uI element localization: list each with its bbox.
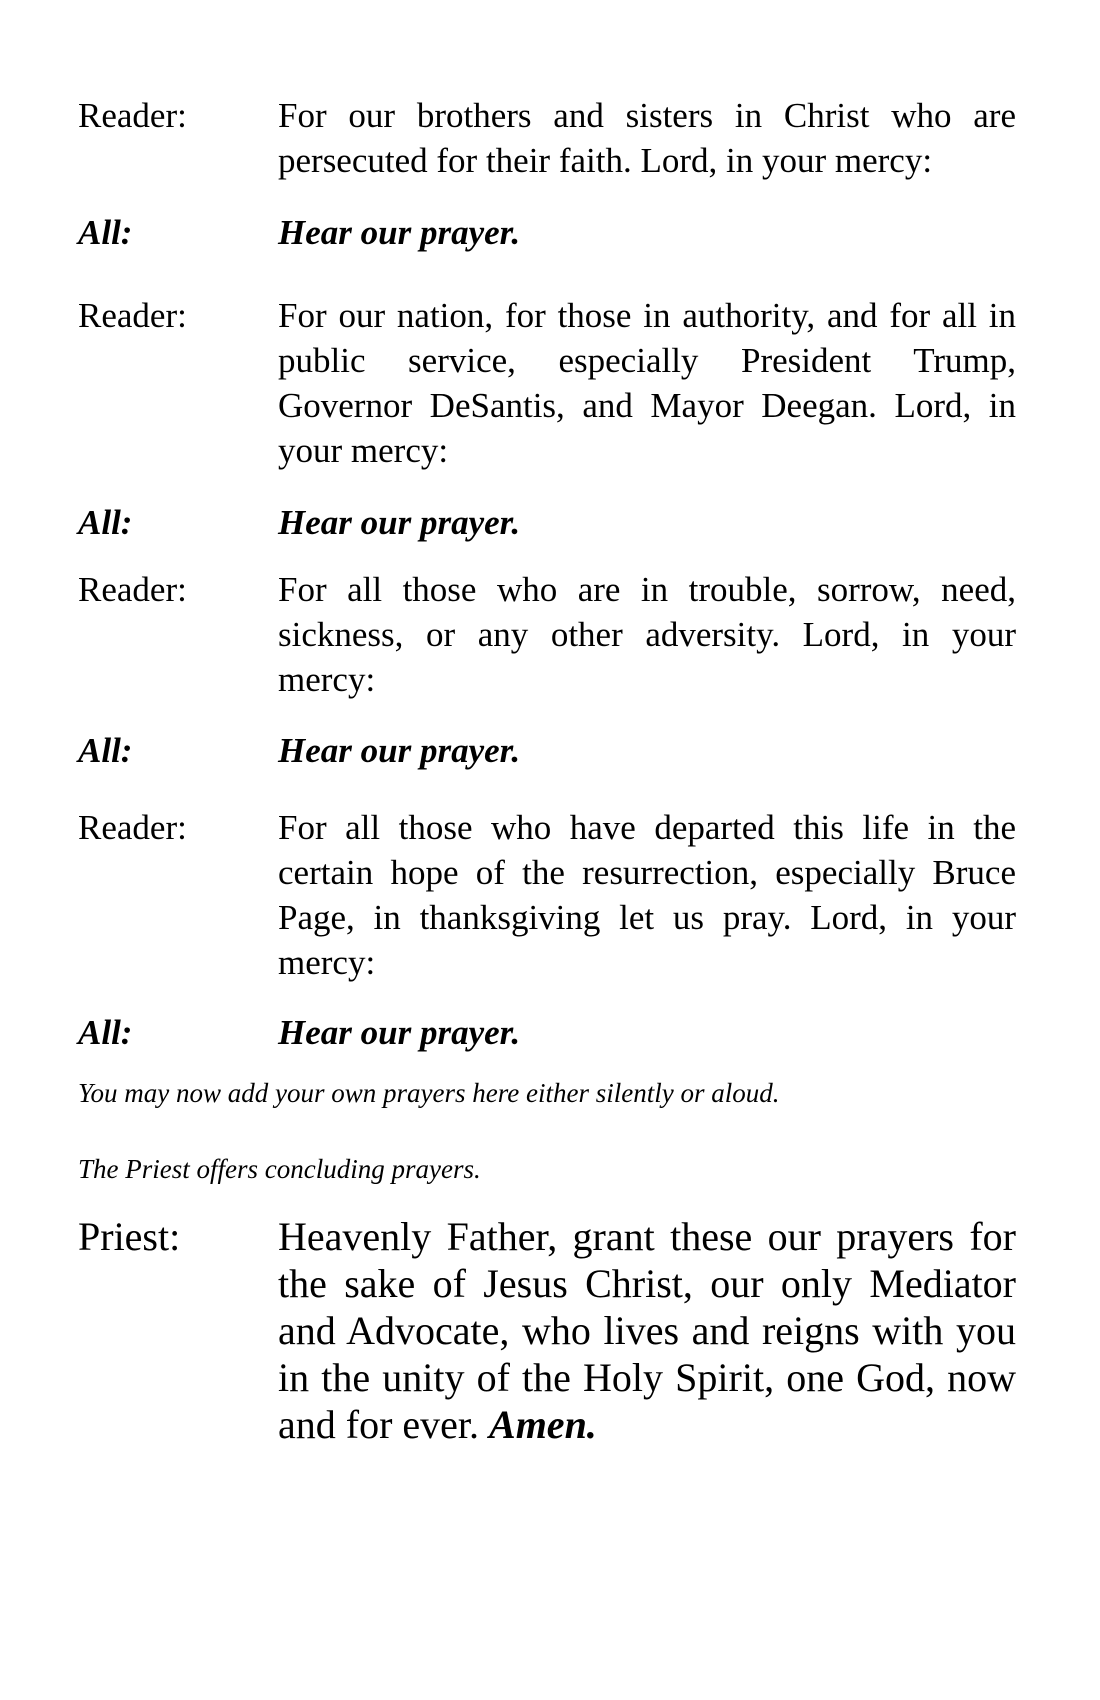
closing-prayer — [78, 1213, 1016, 1448]
closing-prayer-text — [278, 1213, 1016, 1448]
petition-1 — [78, 93, 1016, 183]
speaker-label: Reader: — [78, 96, 187, 135]
response-label: All: — [78, 213, 133, 252]
response-text: Hear our prayer. — [278, 1013, 521, 1052]
petition-4 — [78, 805, 1016, 985]
response-label: All: — [78, 503, 133, 542]
response-4 — [78, 1010, 1016, 1055]
petition-text: For our brothers and sisters in Christ who are persecuted for their faith. Lord, in your mercy: — [278, 96, 1016, 180]
prayer-body: Heavenly Father, grant these our prayers for the sake of Jesus Christ, our only Mediator and Advocate, who lives and reigns with you in the unity of the Holy Spirit, one God, now and for ever. — [278, 1214, 1016, 1447]
petition-3 — [78, 567, 1016, 702]
petition-text: For all those who are in trouble, sorrow, need, sickness, or any other adversity. Lord, in your mercy: — [278, 570, 1016, 699]
response-label: All: — [78, 1013, 133, 1052]
response-2 — [78, 500, 1016, 545]
amen: Amen. — [489, 1402, 597, 1447]
response-text: Hear our prayer. — [278, 503, 521, 542]
speaker-label: Reader: — [78, 808, 187, 847]
response-text: Hear our prayer. — [278, 213, 521, 252]
rubric-own-prayers: You may now add your own prayers here either silently or aloud. — [78, 1078, 780, 1108]
priest-label: Priest: — [78, 1214, 181, 1259]
petition-text: For all those who have departed this life in the certain hope of the resurrection, especially Bruce Page, in thanksgiving let us pray. Lord, in your mercy: — [278, 808, 1016, 982]
response-1 — [78, 210, 1016, 255]
response-3 — [78, 728, 1016, 773]
petition-2 — [78, 293, 1016, 473]
speaker-label: Reader: — [78, 570, 187, 609]
speaker-label: Reader: — [78, 296, 187, 335]
petition-text: For our nation, for those in authority, and for all in public service, especially President Trump, Governor DeSantis, and Mayor Deegan. Lord, in your mercy: — [278, 296, 1016, 470]
response-label: All: — [78, 731, 133, 770]
response-text: Hear our prayer. — [278, 731, 521, 770]
rubric-concluding: The Priest offers concluding prayers. — [78, 1154, 481, 1184]
